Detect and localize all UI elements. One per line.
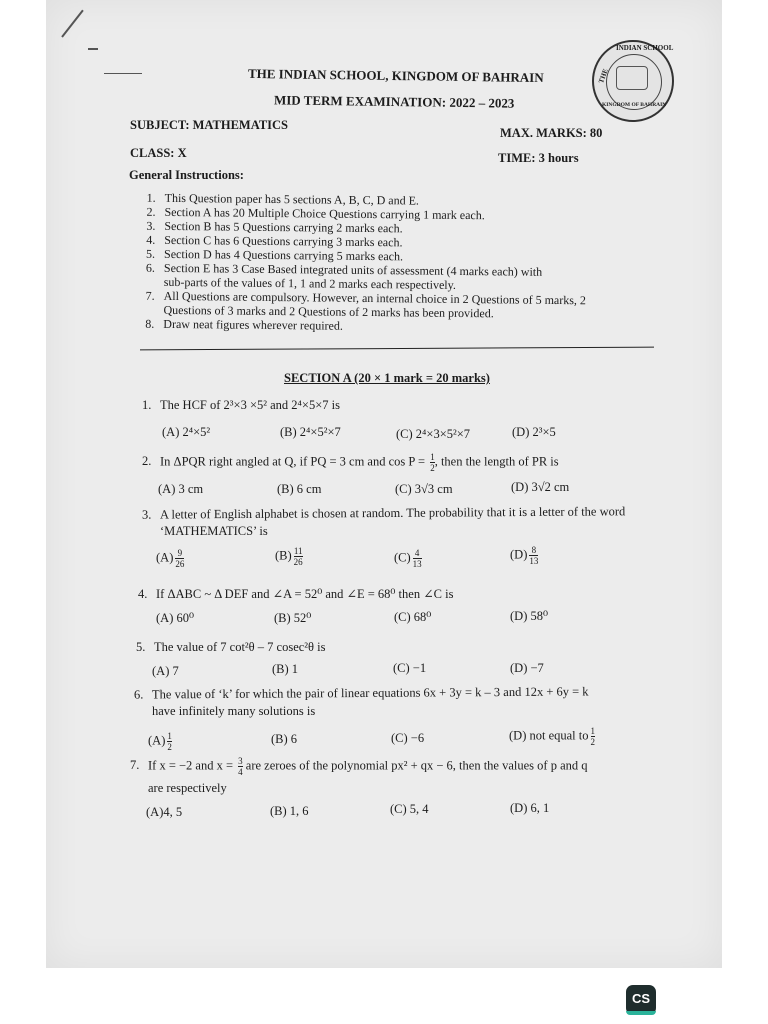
instruction-item: 7. All Questions are compulsory. However, an internal choice in 2 Questions of 5 marks, 2	[145, 288, 587, 308]
instructions-heading: General Instructions:	[129, 168, 244, 182]
question-4: 4. If ΔABC ~ Δ DEF and ∠A = 52⁰ and ∠E = 68⁰ then ∠C is	[138, 587, 454, 601]
question-6-cont: have infinitely many solutions is	[152, 704, 316, 718]
question-6: 6. The value of ‘k’ for which the pair of linear equations 6x + 3y = k – 3 and 12x + 6y = k	[133, 684, 589, 702]
instruction-item: 5. Section D has 4 Questions carrying 5 marks each.	[146, 246, 404, 264]
q1-option-b: (B) 2⁴×5²×7	[280, 425, 341, 439]
instruction-item: 8. Draw neat figures wherever required.	[145, 316, 343, 333]
class: CLASS: X	[130, 146, 187, 160]
question-7-cont: are respectively	[148, 781, 227, 795]
pen-mark	[88, 48, 98, 50]
instructions-list	[145, 191, 587, 336]
question-1: 1. The HCF of 2³×3 ×5² and 2⁴×5×7 is	[142, 398, 340, 412]
question-3-cont: ‘MATHEMATICS’ is	[160, 524, 268, 538]
badge-accent-bar	[626, 1011, 656, 1015]
q3-option-c: (C) $\frac{4}{13}$	[394, 548, 422, 569]
question-2: 2. In ΔPQR right angled at Q, if PQ = 3 cm and cos P = $\frac{1}{2}$ , then the length of PR is	[142, 452, 559, 473]
badge-label: CS	[631, 991, 651, 1006]
instruction-item: sub-parts of the values of 1, 1 and 2 marks each respectively.	[163, 274, 456, 292]
q6-option-d: (D) not equal to $\frac{1}{2}$	[509, 726, 595, 747]
school-logo	[592, 40, 674, 122]
logo-top-text: INDIAN SCHOOL	[616, 44, 674, 52]
subject: SUBJECT: MATHEMATICS	[130, 118, 289, 132]
question-5: 5. The value of 7 cot²θ – 7 cosec²θ is	[136, 640, 326, 654]
q3-option-d: (D) $\frac{8}{13}$	[510, 545, 539, 566]
q5-option-c: (C) −1	[393, 661, 427, 675]
instruction-item: 1. This Question paper has 5 sections A, B, C, D and E.	[146, 190, 420, 208]
instruction-item: Questions of 3 marks and 2 Questions of 2 marks has been provided.	[163, 302, 494, 321]
logo-emblem	[616, 66, 648, 90]
q4-option-b: (B) 52⁰	[274, 611, 312, 625]
time: TIME: 3 hours	[498, 151, 579, 165]
q4-option-a: (A) 60⁰	[156, 611, 194, 625]
q1-option-a: (A) 2⁴×5²	[162, 425, 211, 439]
max-marks: MAX. MARKS: 80	[500, 126, 603, 140]
q7-option-b: (B) 1, 6	[270, 804, 309, 818]
question-3: 3. A letter of English alphabet is chosen at random. The probability that it is a letter of the word	[141, 504, 626, 522]
instruction-item: 3. Section B has 5 Questions carrying 2 marks each.	[146, 218, 403, 236]
q7-option-c: (C) 5, 4	[390, 802, 429, 816]
logo-left-text: THE	[597, 67, 610, 85]
section-a-heading: SECTION A (20 × 1 mark = 20 marks)	[284, 371, 490, 385]
q2-option-a: (A) 3 cm	[158, 482, 204, 496]
logo-bottom-text: KINGDOM OF BAHRAIN	[602, 102, 667, 108]
question-7: 7. If x = −2 and x = $\frac{3}{4}$ are zeroes of the polynomial px² + qx − 6, then the values of p and q	[130, 756, 588, 777]
q1-option-c: (C) 2⁴×3×5²×7	[396, 427, 471, 441]
q6-option-a: (A) $\frac{1}{2}$	[148, 731, 172, 752]
camscanner-logo-icon	[626, 985, 656, 1015]
q2-option-d: (D) 3√2 cm	[511, 480, 570, 494]
q6-option-b: (B) 6	[271, 732, 298, 746]
q4-option-c: (C) 68⁰	[394, 610, 432, 624]
q3-option-a: (A) $\frac{9}{26}$	[156, 548, 185, 569]
fraction: $\frac{1}{2}$	[430, 452, 435, 473]
q4-option-d: (D) 58⁰	[510, 609, 548, 623]
instruction-item: 4. Section C has 6 Questions carrying 3 marks each.	[146, 232, 403, 250]
school-name: THE INDIAN SCHOOL, KINGDOM OF BAHRAIN	[247, 65, 544, 86]
q7-option-d: (D) 6, 1	[510, 801, 550, 815]
fraction: $\frac{3}{4}$	[238, 756, 243, 777]
instruction-item: 2. Section A has 20 Multiple Choice Questions carrying 1 mark each.	[146, 204, 485, 223]
q5-option-b: (B) 1	[272, 662, 299, 676]
q6-option-c: (C) −6	[391, 731, 425, 745]
exam-title: MID TERM EXAMINATION: 2022 – 2023	[273, 92, 515, 111]
instruction-item: 6. Section E has 3 Case Based integrated units of assessment (4 marks each) with	[145, 260, 543, 279]
q5-option-d: (D) −7	[510, 661, 544, 675]
pen-mark	[104, 73, 142, 74]
q3-option-b: (B) $\frac{11}{26}$	[275, 546, 303, 567]
q7-option-a: (A)4, 5	[146, 805, 183, 819]
q2-option-b: (B) 6 cm	[277, 482, 322, 496]
q1-option-d: (D) 2³×5	[512, 425, 556, 439]
q5-option-a: (A) 7	[152, 664, 179, 678]
q2-option-c: (C) 3√3 cm	[395, 482, 453, 496]
